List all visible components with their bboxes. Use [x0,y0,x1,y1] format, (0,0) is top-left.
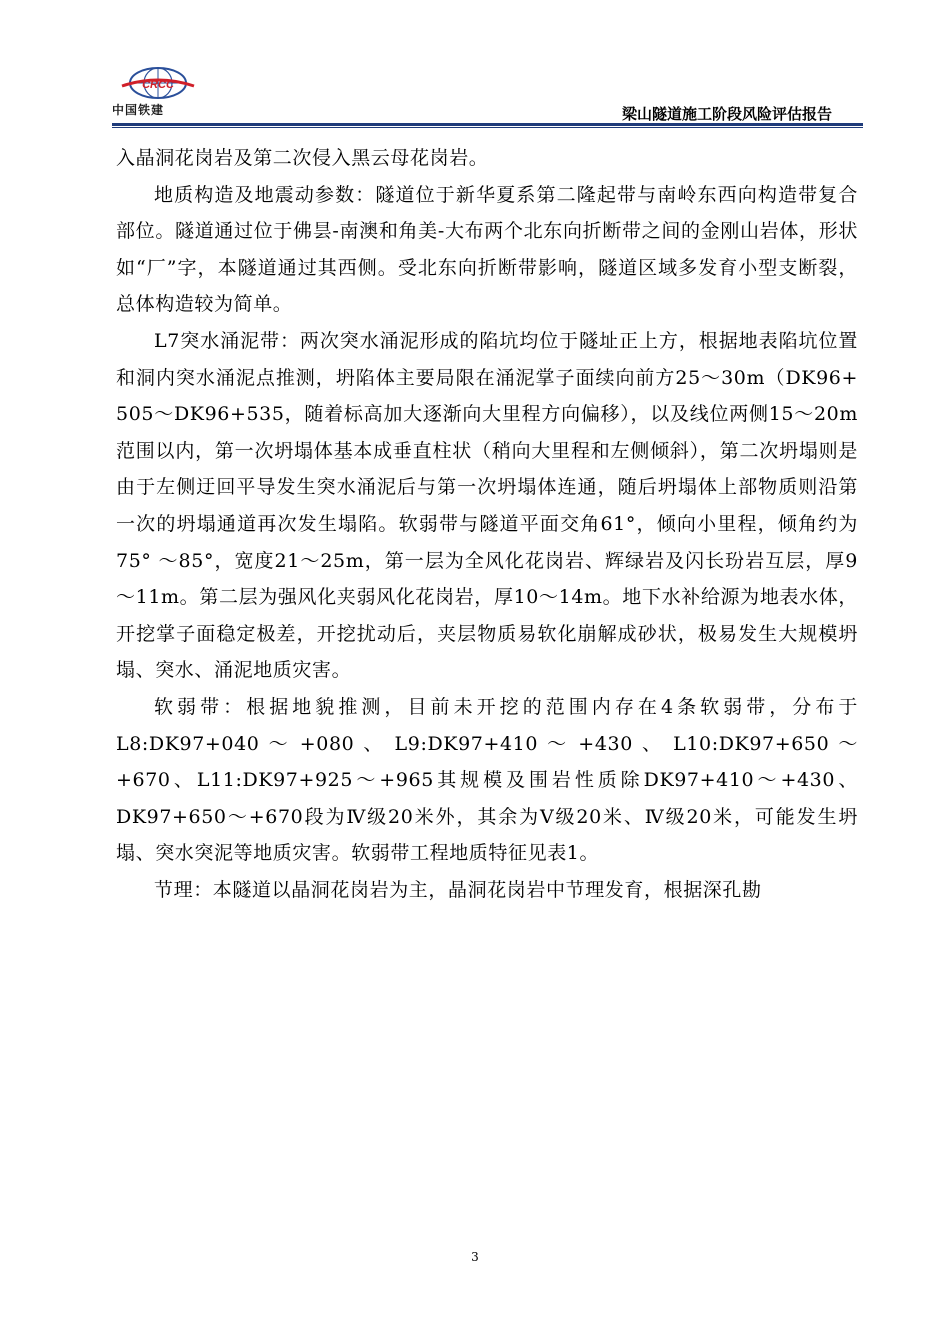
document-body [116,140,858,908]
paragraph-weak-zones: 软弱带：根据地貌推测，目前未开挖的范围内存在4条软弱带，分布于L8:DK97+040 ～ +080 、 L9:DK97+410 ～ +430 、 L10:DK97+650 ～+670、L11:DK97+925～+965其规模及围岩性质除DK97+410～+430、DK97+650～+670段为Ⅳ级20米外，其余为Ⅴ级20米、Ⅳ级20米，可能发生坍塌、突水突泥等地质灾害。软弱带工程地质特征见表1。 [116,695,858,865]
report-title: 梁山隧道施工阶段风险评估报告 [621,105,832,123]
paragraph-geology-structure: 地质构造及地震动参数：隧道位于新华夏系第二隆起带与南岭东西向构造带复合部位。隧道通过位于佛昙-南澳和角美-大布两个北东向折断带之间的金刚山岩体，形状如“厂”字，本隧道通过其西侧。受北东向折断带影响，隧道区域多发育小型支断裂，总体构造较为简单。 [116,183,858,316]
header-rule-thick [112,123,863,126]
page-number: 3 [471,1250,479,1264]
logo-text: 中国铁建 [112,103,165,117]
svg-text:CRCC: CRCC [142,79,174,91]
paragraph-l7-water-mud: L7突水涌泥带：两次突水涌泥形成的陷坑均位于隧址正上方，根据地表陷坑位置和洞内突水涌泥点推测，坍陷体主要局限在涌泥掌子面续向前方25～30m（DK96+ 505～DK96+535，随着标高加大逐渐向大里程方向偏移），以及线位两侧15～20m范围以内，第一次坍塌体基本成垂直柱状（稍向大里程和左侧倾斜），第二次坍塌则是由于左侧迂回平导发生突水涌泥后与第一次坍塌体连通，随后坍塌体上部物质则沿第一次的坍塌通道再次发生塌陷。软弱带与隧道平面交角61°，倾向小里程，倾角约为75° ～85°，宽度21～25m，第一层为全风化花岗岩、辉绿岩及闪长玢岩互层，厚9～11m。第二层为强风化夹弱风化花岗岩，厚10～14m。地下水补给源为地表水体，开挖掌子面稳定极差，开挖扰动后，夹层物质易软化崩解成砂状，极易发生大规模坍塌、突水、涌泥地质灾害。 [116,329,858,682]
company-logo [112,66,202,116]
paragraph-joints: 节理：本隧道以晶洞花岗岩为主，晶洞花岗岩中节理发育，根据深孔勘 [154,878,762,901]
paragraph-continuation: 入晶洞花岗岩及第二次侵入黑云母花岗岩。 [116,147,489,169]
header-rule-thin [112,127,863,128]
crcc-globe-icon [118,66,198,100]
